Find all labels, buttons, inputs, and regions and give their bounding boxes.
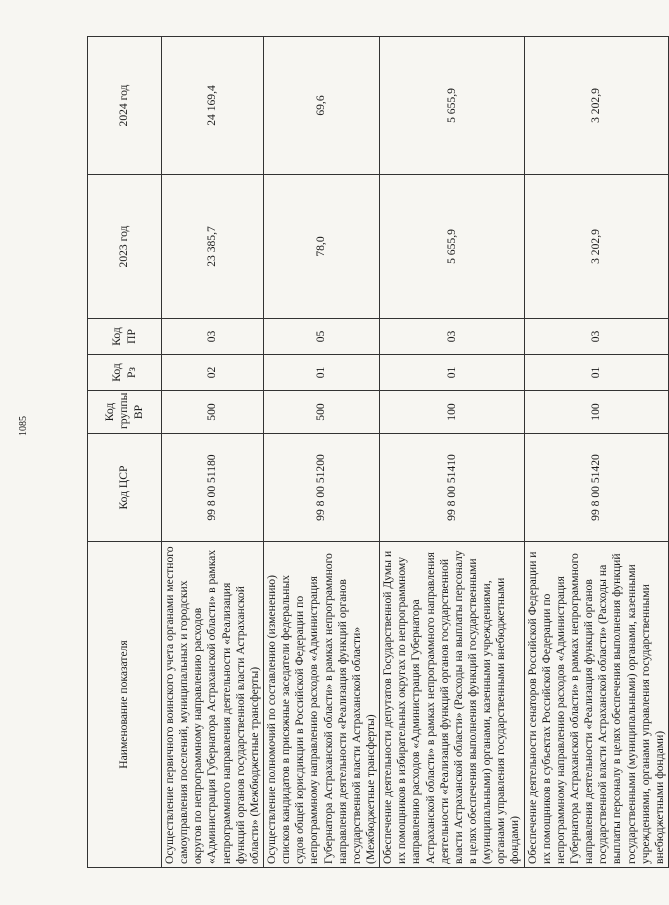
table-row <box>162 37 264 868</box>
row-name: Осуществление первичного воинского учета органами местного самоуправления поселений, муниципальных и городских округов по непрограммному направлению расходов «Администрация Губернатора Астраханской области» в рамках непрограммного направления деятельности «Реализация функций органов государственной власти Астраханской области» (Межбюджетные трансферты) <box>162 542 264 868</box>
row-rz: 01 <box>263 355 379 391</box>
col-header-csr: Код ЦСР <box>88 434 162 542</box>
col-header-2024: 2024 год <box>88 37 162 175</box>
row-pr: 03 <box>524 319 668 355</box>
row-name: Обеспечение деятельности депутатов Государственной Думы и их помощников в избирательных округах по непрограммному направлению расходов «Администрация Губернатора Астраханской области» в рамках непрограммного направления деятельности «Реализация функций органов государственной власти Астраханской области» (Расходы на выплаты персоналу в целях обеспечения выполнения функций государственными (муниципальными) органами, казенными учреждениями, органами управления государственными внебюджетными фондами) <box>380 542 524 868</box>
table-row <box>263 37 379 868</box>
rotated-table-container <box>87 37 666 868</box>
row-2024: 24 169,4 <box>162 37 264 175</box>
row-rz: 01 <box>524 355 668 391</box>
row-pr: 03 <box>380 319 524 355</box>
row-rz: 01 <box>380 355 524 391</box>
col-header-rz: Код Рз <box>88 355 162 391</box>
page-number: 1085 <box>18 416 29 436</box>
row-rz: 02 <box>162 355 264 391</box>
col-header-vr: Код группы ВР <box>88 391 162 434</box>
header-row <box>88 37 162 868</box>
table-row <box>380 37 524 868</box>
budget-table <box>87 36 669 868</box>
row-vr: 500 <box>263 391 379 434</box>
row-2024: 5 655,9 <box>380 37 524 175</box>
row-vr: 500 <box>162 391 264 434</box>
row-vr: 100 <box>380 391 524 434</box>
row-csr: 99 8 00 51420 <box>524 434 668 542</box>
row-2023: 3 202,9 <box>524 175 668 319</box>
row-pr: 03 <box>162 319 264 355</box>
col-header-pr: Код ПР <box>88 319 162 355</box>
row-name: Осуществление полномочий по составлению (изменению) списков кандидатов в присяжные заседатели федеральных судов общей юрисдикции в Российской Федерации по непрограммному направлению расходов «Администрация Губернатора Астраханской области» в рамках непрограммного направления деятельности «Реализация функций органов государственной власти Астраханской области» (Межбюджетные трансферты) <box>263 542 379 868</box>
row-2023: 23 385,7 <box>162 175 264 319</box>
col-header-name: Наименование показателя <box>88 542 162 868</box>
row-csr: 99 8 00 51410 <box>380 434 524 542</box>
table-row <box>524 37 668 868</box>
row-pr: 05 <box>263 319 379 355</box>
row-vr: 100 <box>524 391 668 434</box>
col-header-2023: 2023 год <box>88 175 162 319</box>
row-2024: 69,6 <box>263 37 379 175</box>
row-2023: 78,0 <box>263 175 379 319</box>
row-csr: 99 8 00 51180 <box>162 434 264 542</box>
row-2023: 5 655,9 <box>380 175 524 319</box>
row-name: Обеспечение деятельности сенаторов Российской Федерации и их помощников в субъектах Российской Федерации по непрограммному направлению расходов «Администрация Губернатора Астраханской области» в рамках непрограммного направления деятельности «Реализация функций органов государственной власти Астраханской области» (Расходы на выплаты персоналу в целях обеспечения выполнения функций государственными (муниципальными) органами, казенными учреждениями, органами управления государственными внебюджетными фондами) <box>524 542 668 868</box>
row-csr: 99 8 00 51200 <box>263 434 379 542</box>
row-2024: 3 202,9 <box>524 37 668 175</box>
